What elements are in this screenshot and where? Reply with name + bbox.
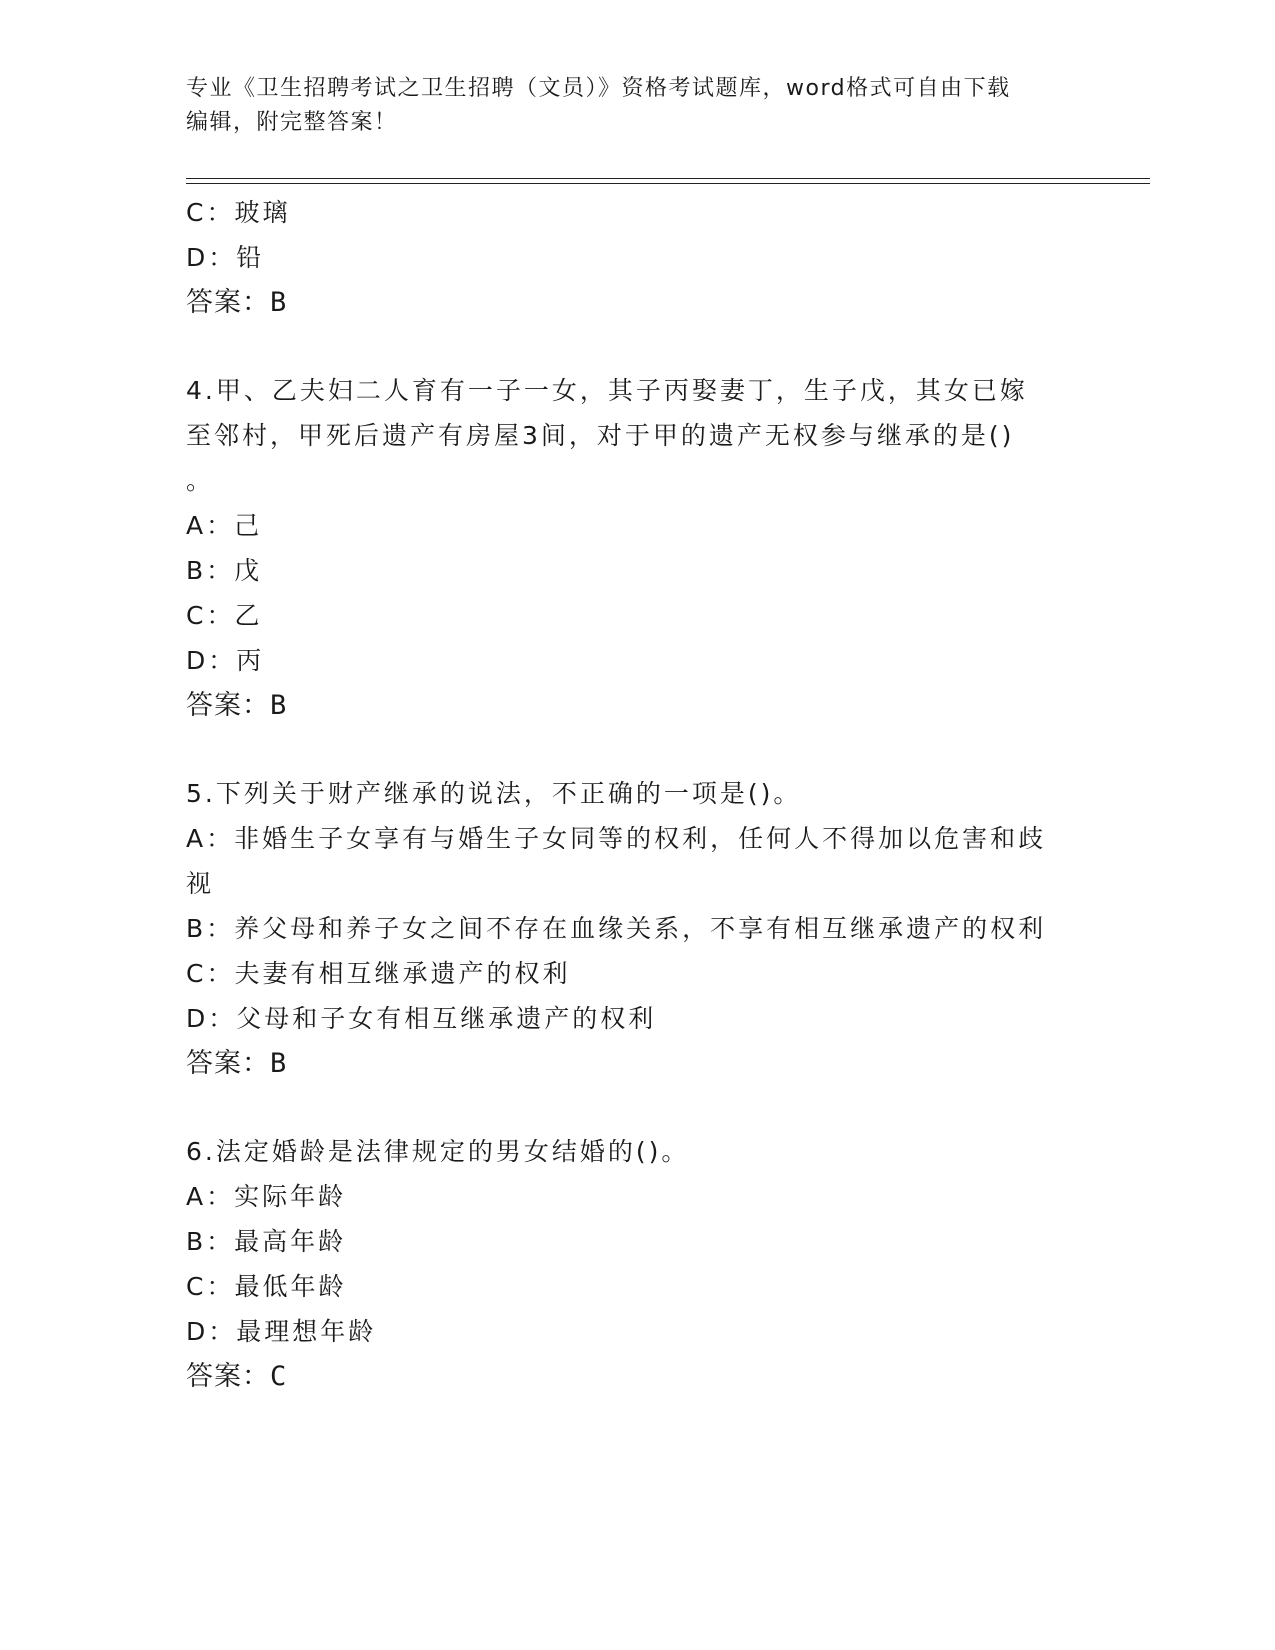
answer-value: B <box>270 1048 288 1079</box>
question-4-option-b: B：戊 <box>186 556 263 585</box>
header-rule-top <box>186 178 1150 179</box>
answer-value: B <box>270 287 288 318</box>
question-5 <box>186 771 1086 1087</box>
question-6 <box>186 1129 1086 1400</box>
question-6-option-a: A：实际年龄 <box>186 1182 347 1211</box>
question-5-option-d: D：父母和子女有相互继承遗产的权利 <box>186 1004 657 1033</box>
answer-value: C <box>270 1361 288 1392</box>
question-3-option-d: D：铅 <box>186 243 265 272</box>
question-6-option-c: C：最低年龄 <box>186 1272 347 1301</box>
question-4-option-a: A：己 <box>186 511 263 540</box>
question-6-option-d: D：最理想年龄 <box>186 1317 377 1346</box>
question-4-stem-line-2: 至邻村，甲死后遗产有房屋3间，对于甲的遗产无权参与继承的是() <box>186 421 1015 450</box>
question-6-answer <box>186 1354 1086 1400</box>
question-5-option-c: C：夫妻有相互继承遗产的权利 <box>186 959 571 988</box>
question-5-option-a-line-2: 视 <box>186 869 215 898</box>
answer-value: B <box>270 690 288 721</box>
answer-label: 答案： <box>186 1361 270 1392</box>
header-line-1: 专业《卫生招聘考试之卫生招聘（文员）》资格考试题库，word格式可自由下载 <box>186 76 1011 101</box>
question-3 <box>186 190 1086 326</box>
header-line-2: 编辑，附完整答案！ <box>186 110 398 135</box>
document-header <box>186 72 1066 140</box>
question-5-option-b: B：养父母和养子女之间不存在血缘关系，不享有相互继承遗产的权利 <box>186 914 1047 943</box>
header-rule-bottom <box>186 183 1150 184</box>
question-4-option-d: D：丙 <box>186 646 265 675</box>
question-5-answer <box>186 1041 1086 1087</box>
question-4-stem-line-3: 。 <box>186 466 215 495</box>
question-3-answer <box>186 280 1086 326</box>
answer-label: 答案： <box>186 690 270 721</box>
answer-label: 答案： <box>186 1048 270 1079</box>
question-4-answer <box>186 683 1086 729</box>
question-4-stem-line-1: 4.甲、乙夫妇二人育有一子一女，其子丙娶妻丁，生子戊，其女已嫁 <box>186 376 1028 405</box>
question-3-option-c: C：玻璃 <box>186 198 291 227</box>
question-5-stem: 5.下列关于财产继承的说法，不正确的一项是()。 <box>186 779 802 808</box>
question-6-stem: 6.法定婚龄是法律规定的男女结婚的()。 <box>186 1137 690 1166</box>
question-4 <box>186 368 1086 729</box>
answer-label: 答案： <box>186 287 270 318</box>
question-6-option-b: B：最高年龄 <box>186 1227 347 1256</box>
question-4-option-c: C：乙 <box>186 601 263 630</box>
question-list <box>186 190 1086 1400</box>
question-5-option-a-line-1: A：非婚生子女享有与婚生子女同等的权利，任何人不得加以危害和歧 <box>186 824 1047 853</box>
